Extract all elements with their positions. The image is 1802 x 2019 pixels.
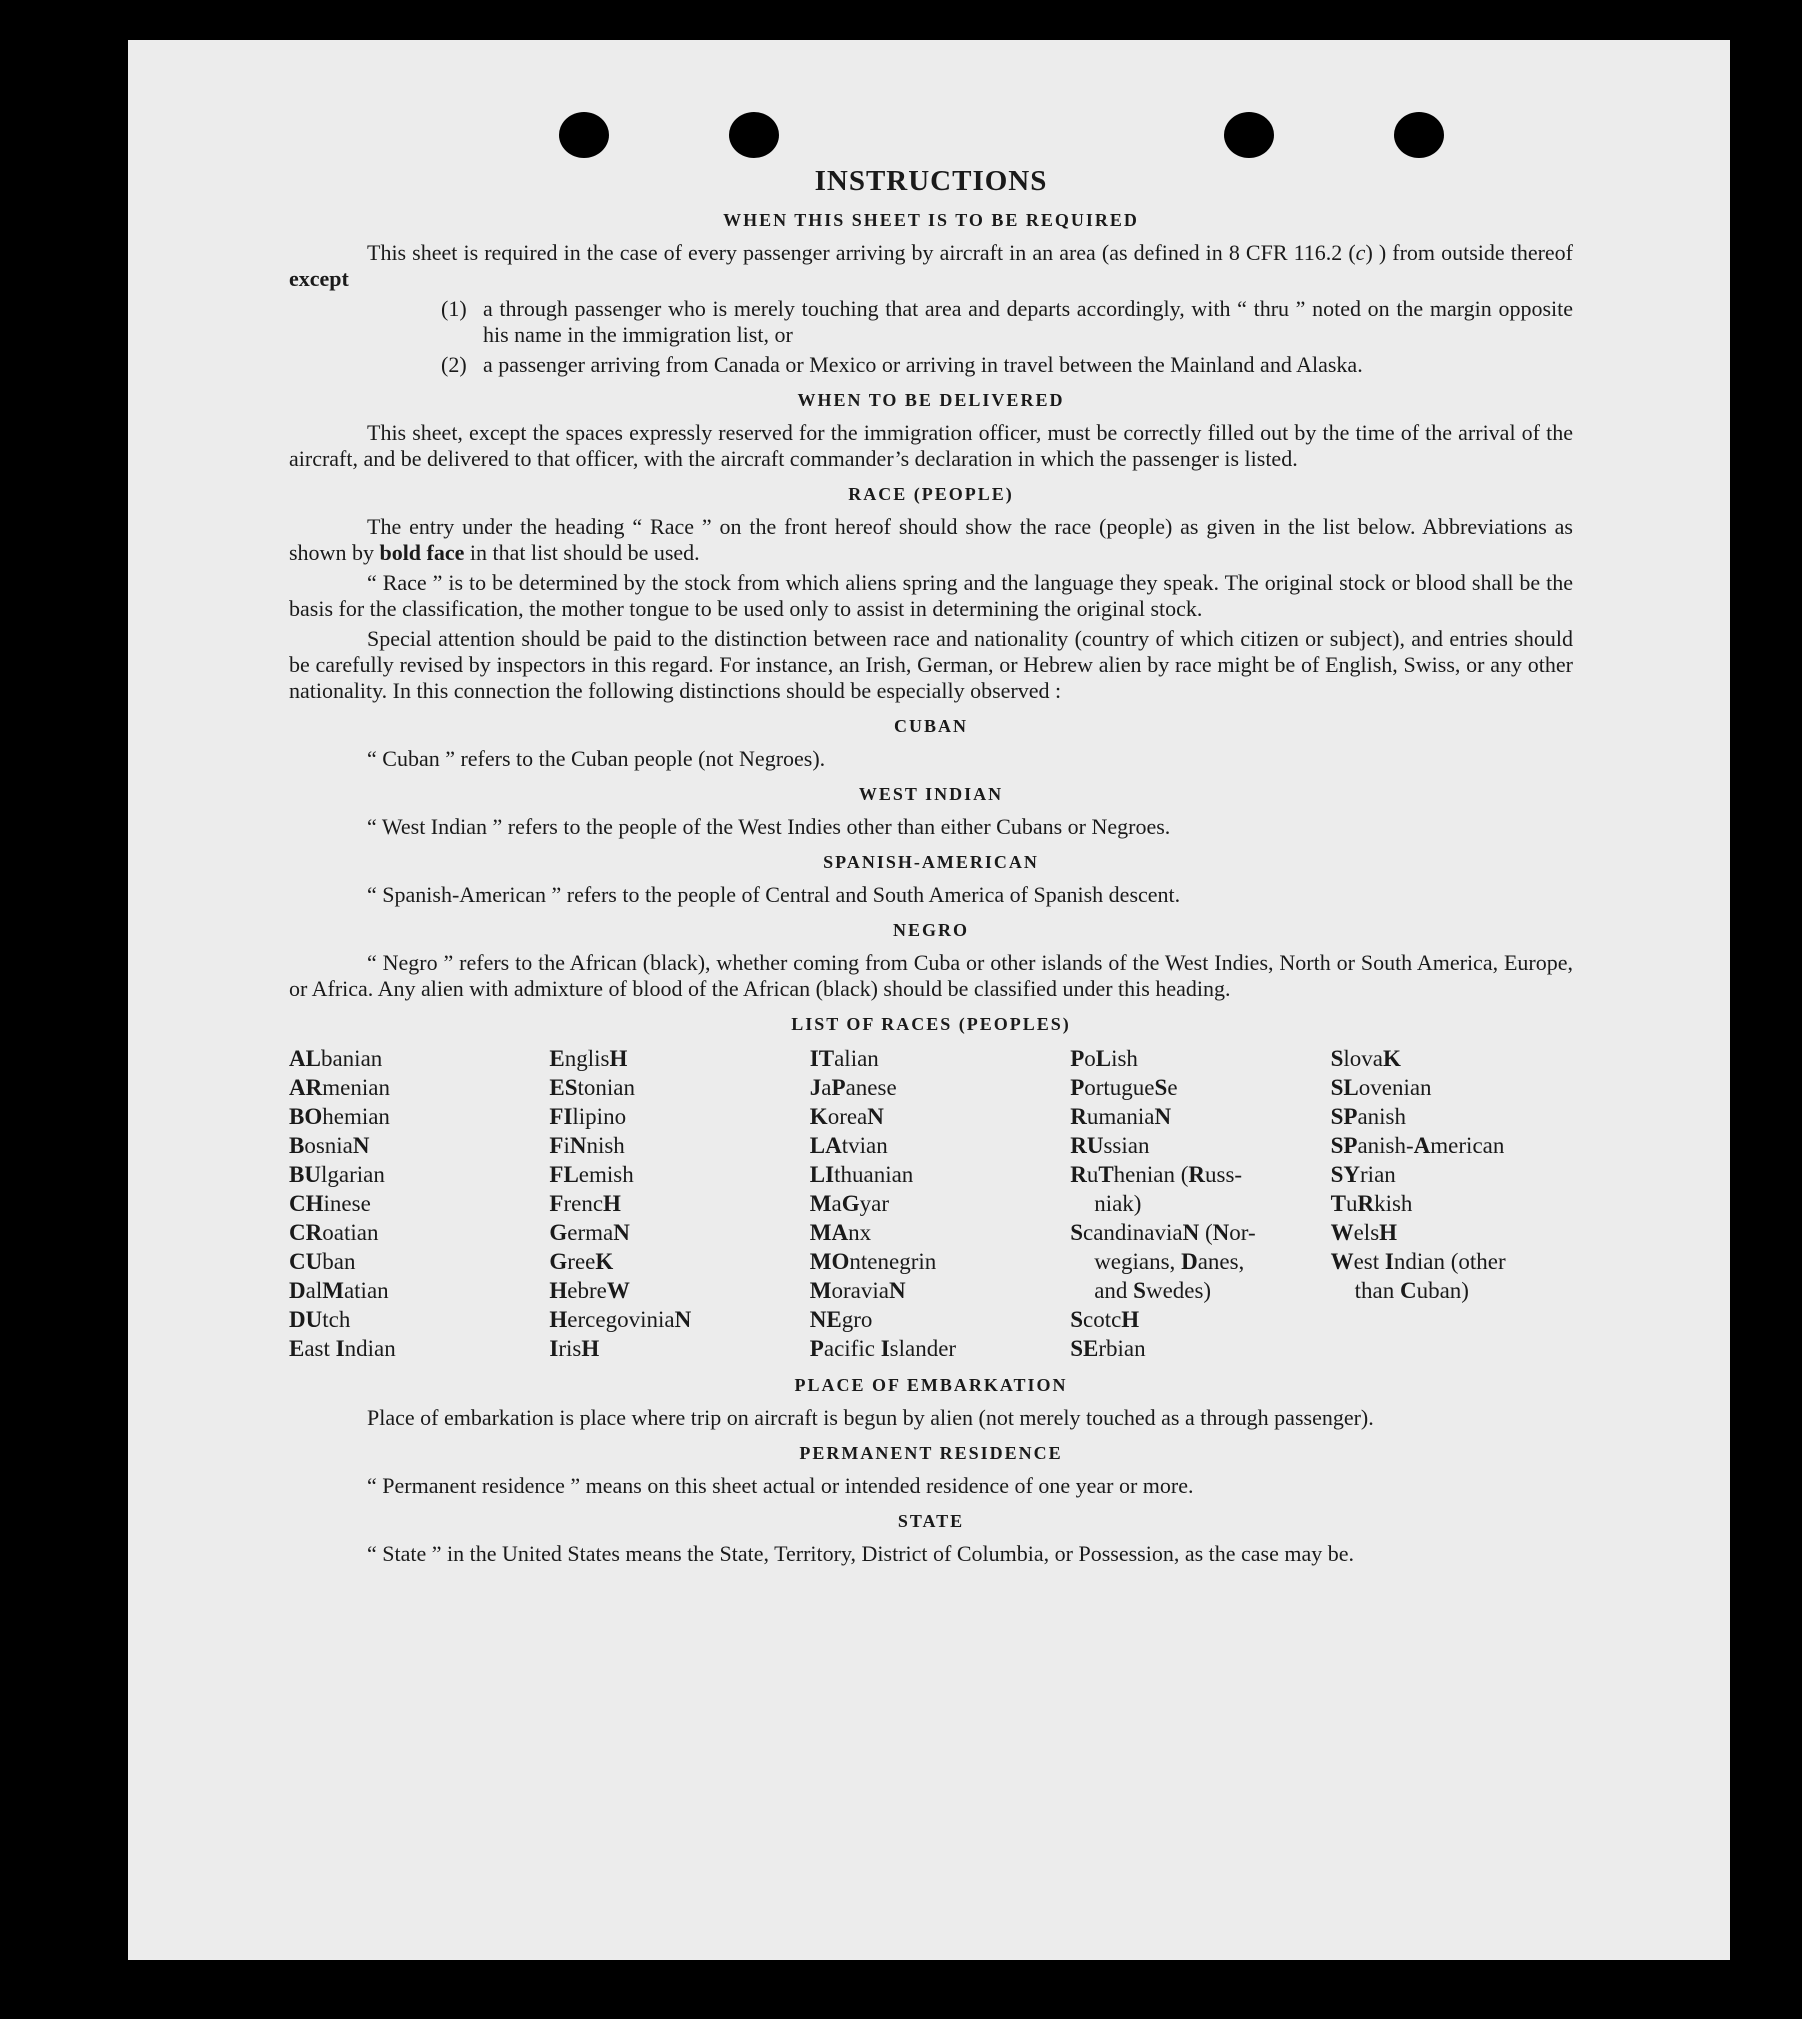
- heading-list-of-races: LIST OF RACES (PEOPLES): [791, 1014, 1071, 1034]
- heading-west-indian: WEST INDIAN: [858, 784, 1004, 804]
- item-text: a passenger arriving from Canada or Mexico or arriving in travel between the Mainland and Alaska.: [483, 352, 1363, 377]
- race-entry: Pacific Islander: [809, 1336, 957, 1361]
- race-entry: FrencH: [549, 1191, 621, 1216]
- race-entry: BosniaN: [289, 1133, 370, 1158]
- race-entry: CRoatian: [289, 1220, 379, 1245]
- race-entry: CHinese: [289, 1191, 371, 1216]
- race-entry: FIlipino: [549, 1104, 627, 1129]
- race-entry: EStonian: [549, 1075, 636, 1100]
- race-column: [549, 1044, 791, 1363]
- race-entry: GreeK: [549, 1249, 614, 1274]
- race-entry: RUssian: [1070, 1133, 1150, 1158]
- spanish-american-text: “ Spanish-American ” refers to the people of Central and South America of Spanish descent.: [367, 882, 1181, 907]
- punch-hole: [729, 112, 779, 158]
- heading-spanish-american: SPANISH-AMERICAN: [823, 852, 1039, 872]
- race-entry: MOntenegrin: [809, 1249, 937, 1274]
- race-entry: ARmenian: [289, 1075, 390, 1100]
- heading-negro: NEGRO: [892, 920, 969, 940]
- race-entry: HebreW: [549, 1278, 630, 1303]
- race-entry: RumaniaN: [1070, 1104, 1172, 1129]
- race-paragraph-1: The entry under the heading “ Race ” on the front hereof should show the race (people) as given in the list below. Abbreviations as shown by bold face in that list should be used.: [289, 514, 1573, 565]
- race-entry: MaGyar: [809, 1191, 889, 1216]
- page-title: INSTRUCTIONS: [814, 165, 1048, 197]
- punch-hole: [559, 112, 609, 158]
- race-entry: SErbian: [1070, 1336, 1146, 1361]
- when-required-intro: This sheet is required in the case of every passenger arriving by aircraft in an area (as defined in 8 CFR 116.2 (c) ) from outside thereof except: [289, 240, 1573, 291]
- race-entry: LIthuanian: [809, 1162, 914, 1187]
- race-entry: EnglisH: [549, 1046, 628, 1071]
- race-entry: ScotcH: [1070, 1307, 1140, 1332]
- heading-cuban: CUBAN: [893, 716, 968, 736]
- race-paragraph-3: Special attention should be paid to the distinction between race and nationality (country of which citizen or subject), and entries should be carefully revised by inspectors in this regard. For instance, an Irish, German, or Hebrew alien by race might be of English, Swiss, or any other nationality. In this connection the following distinctions should be especially observed :: [289, 626, 1573, 703]
- heading-embarkation: PLACE OF EMBARKATION: [794, 1375, 1068, 1395]
- race-entry: WelsH: [1330, 1220, 1398, 1245]
- race-entry: MAnx: [809, 1220, 872, 1245]
- race-paragraph-2: “ Race ” is to be determined by the stock from which aliens spring and the language they speak. The original stock or blood shall be the basis for the classification, the mother tongue to be used only to assist in determining the original stock.: [289, 570, 1573, 621]
- punch-hole: [1394, 112, 1444, 158]
- race-entry: JaPanese: [809, 1075, 897, 1100]
- negro-text: “ Negro ” refers to the African (black), whether coming from Cuba or other islands of the West Indies, North or South America, Europe, or Africa. Any alien with admixture of blood of the African (black) should be classified under this heading.: [289, 950, 1573, 1001]
- race-entry: FiNnish: [549, 1133, 625, 1158]
- item-number: (2): [441, 352, 467, 377]
- race-entry: TuRkish: [1330, 1191, 1413, 1216]
- race-entry: NEgro: [809, 1307, 873, 1332]
- race-entry: than Cuban): [1354, 1278, 1469, 1303]
- race-entry: and Swedes): [1094, 1278, 1212, 1303]
- race-entry: East Indian: [289, 1336, 396, 1361]
- race-entry: SYrian: [1330, 1162, 1396, 1187]
- race-entry: PortugueSe: [1070, 1075, 1178, 1100]
- race-entry: DalMatian: [289, 1278, 389, 1303]
- heading-race: RACE (PEOPLE): [848, 484, 1014, 504]
- when-delivered-text: This sheet, except the spaces expressly reserved for the immigration officer, must be correctly filled out by the time of the arrival of the aircraft, and be delivered to that officer, with the aircraft commander’s declaration in which the passenger is listed.: [289, 420, 1573, 471]
- race-entry: SPanish: [1330, 1104, 1407, 1129]
- race-entry: ITalian: [809, 1046, 879, 1071]
- exception-item: [441, 296, 1573, 348]
- instructions-content: [289, 164, 1573, 1571]
- exception-item: [441, 352, 1573, 378]
- race-entry: ALbanian: [289, 1046, 383, 1071]
- embarkation-text: Place of embarkation is place where trip on aircraft is begun by alien (not merely touched as a through passenger).: [367, 1405, 1374, 1430]
- race-entry: SLovenian: [1330, 1075, 1432, 1100]
- race-column: [289, 1044, 531, 1363]
- heading-when-required: WHEN THIS SHEET IS TO BE REQUIRED: [723, 210, 1139, 230]
- race-entry: HercegoviniaN: [549, 1307, 692, 1332]
- state-text: “ State ” in the United States means the State, Territory, District of Columbia, or Possession, as the case may be.: [367, 1541, 1355, 1566]
- race-entry: niak): [1094, 1191, 1142, 1216]
- heading-when-delivered: WHEN TO BE DELIVERED: [797, 390, 1065, 410]
- heading-permanent-residence: PERMANENT RESIDENCE: [799, 1443, 1063, 1463]
- race-entry: MoraviaN: [809, 1278, 906, 1303]
- race-entry: LAtvian: [809, 1133, 888, 1158]
- race-entry: BUlgarian: [289, 1162, 385, 1187]
- race-entry: DUtch: [289, 1307, 351, 1332]
- race-entry: West Indian (other: [1330, 1249, 1506, 1274]
- race-entry: SlovaK: [1330, 1046, 1401, 1071]
- race-entry: SPanish-American: [1330, 1133, 1505, 1158]
- race-entry: FLemish: [549, 1162, 634, 1187]
- race-entry: PoLish: [1070, 1046, 1138, 1071]
- race-column: [1070, 1044, 1312, 1363]
- race-entry: RuThenian (Russ-: [1070, 1162, 1243, 1187]
- race-column: [1331, 1044, 1573, 1363]
- permanent-residence-text: “ Permanent residence ” means on this sheet actual or intended residence of one year or more.: [367, 1473, 1194, 1498]
- heading-state: STATE: [897, 1511, 965, 1531]
- race-entry: ScandinaviaN (Nor-: [1070, 1220, 1256, 1245]
- cuban-text: “ Cuban ” refers to the Cuban people (not Negroes).: [367, 746, 826, 771]
- race-list: [289, 1044, 1573, 1363]
- item-text: a through passenger who is merely touching that area and departs accordingly, with “ thru ” noted on the margin opposite his name in the immigration list, or: [483, 296, 1573, 347]
- item-number: (1): [441, 296, 467, 321]
- race-entry: CUban: [289, 1249, 356, 1274]
- race-entry: IrisH: [549, 1336, 600, 1361]
- race-column: [810, 1044, 1052, 1363]
- race-entry: KoreaN: [809, 1104, 884, 1129]
- punch-hole: [1224, 112, 1274, 158]
- race-entry: BOhemian: [289, 1104, 390, 1129]
- race-entry: wegians, Danes,: [1094, 1249, 1245, 1274]
- west-indian-text: “ West Indian ” refers to the people of the West Indies other than either Cubans or Negroes.: [367, 814, 1171, 839]
- race-entry: GermaN: [549, 1220, 630, 1245]
